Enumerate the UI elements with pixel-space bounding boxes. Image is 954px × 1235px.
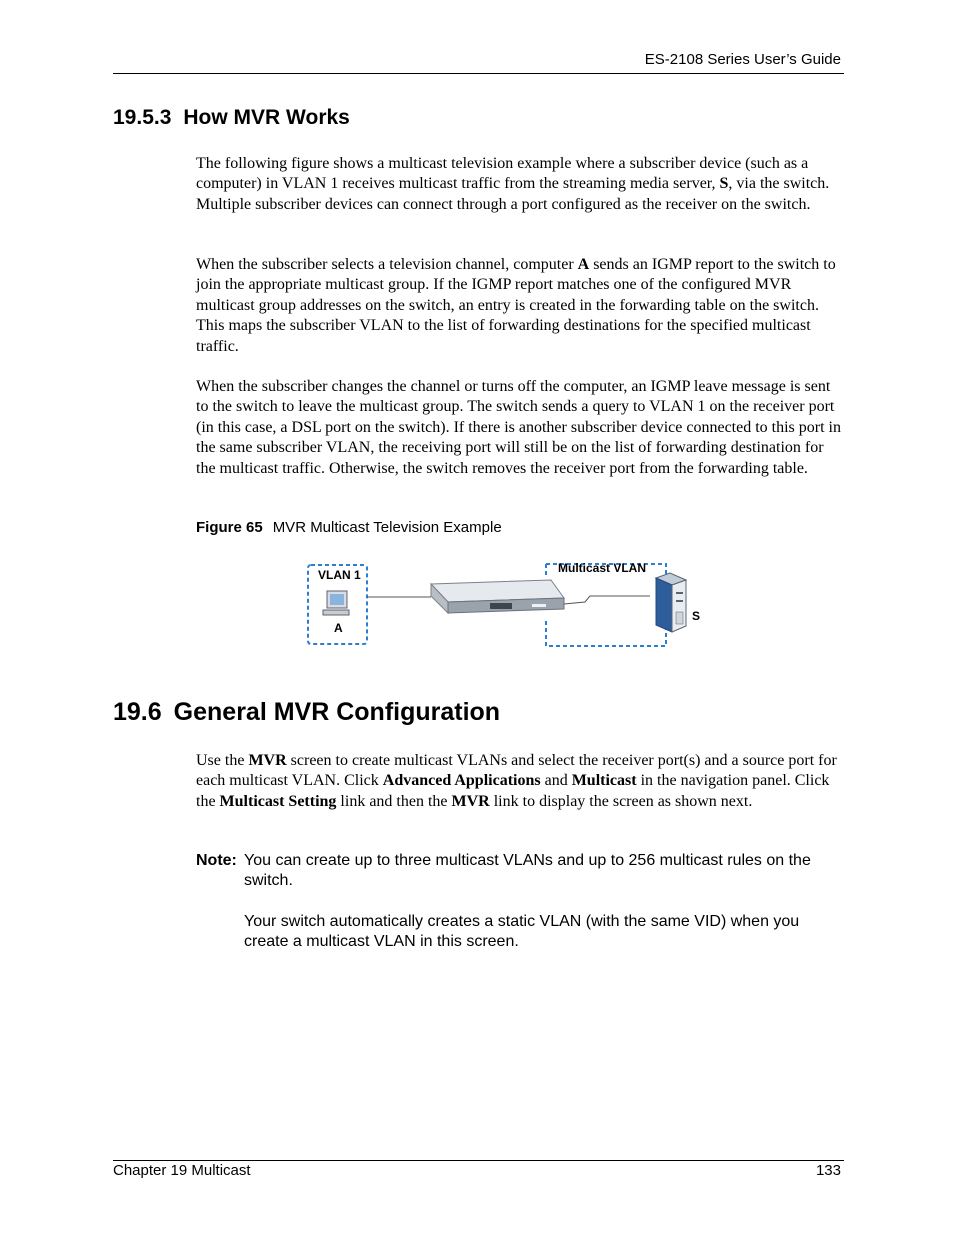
text-run: in the navigation panel. Click the xyxy=(196,772,830,810)
mvr-diagram xyxy=(300,552,700,652)
bold-term: S xyxy=(719,175,729,193)
computer-icon xyxy=(323,591,349,615)
page-number: 133 xyxy=(815,1162,841,1179)
bold-term: Multicast xyxy=(571,772,637,790)
mvr-figure xyxy=(300,552,700,652)
figure-number: Figure 65 xyxy=(196,519,263,536)
note-block xyxy=(196,851,842,953)
paragraph xyxy=(196,154,842,215)
note-body xyxy=(244,851,842,953)
computer-label: A xyxy=(334,621,343,635)
note-text: Your switch automatically creates a static VLAN (with the same VID) when you create a multicast VLAN in this screen. xyxy=(244,912,800,951)
paragraph xyxy=(196,255,842,357)
text-run: link and then the xyxy=(336,792,452,810)
section-title: How MVR Works xyxy=(183,106,350,129)
link-line xyxy=(564,596,650,604)
server-icon xyxy=(656,573,686,632)
figure-caption xyxy=(196,519,502,536)
vlan1-label: VLAN 1 xyxy=(318,568,361,582)
text-run: The following figure shows a multicast television example where a subscriber device (such as a computer) in VLAN 1 receives multicast traffic from the streaming media server, xyxy=(196,155,809,193)
text-run: , via the switch. Multiple subscriber devices can connect through a port configured as the receiver on the switch. xyxy=(196,175,830,213)
text-run: and xyxy=(540,772,572,790)
section-title: General MVR Configuration xyxy=(173,698,501,726)
text-run: screen to create multicast VLANs and select the receiver port(s) and a source port for each multicast VLAN. Click xyxy=(196,752,837,790)
section-number: 19.6 xyxy=(113,698,162,726)
header-rule xyxy=(113,73,844,74)
figure-title: MVR Multicast Television Example xyxy=(272,519,502,536)
section-number: 19.5.3 xyxy=(113,106,172,129)
header-title: ES-2108 Series User’s Guide xyxy=(644,51,841,68)
bold-term: Multicast Setting xyxy=(219,792,337,810)
note-label: Note: xyxy=(196,852,237,869)
text-run: Use the xyxy=(196,752,249,769)
text-run: When the subscriber changes the channel or turns off the computer, an IGMP leave message is sent to the switch to leave the multicast group. The switch sends a query to VLAN 1 on the receiver port (in this case, a DSL port on the switch). If there is another subscriber device connected to this port in the same subscriber VLAN, the receiving port will still be on the list of forwarding destination for the multicast traffic. Otherwise, the switch removes the receiver port from the forwarding table. xyxy=(196,378,841,477)
paragraph xyxy=(196,377,842,479)
text-run: When the subscriber selects a television channel, computer xyxy=(196,256,578,273)
section-heading-19-5-3 xyxy=(113,106,350,130)
note-text: You can create up to three multicast VLANs and up to 256 multicast rules on the switch. xyxy=(244,852,811,890)
section-heading-19-6 xyxy=(113,698,500,727)
bold-term: MVR xyxy=(248,752,287,769)
switch-icon xyxy=(431,580,564,613)
footer-chapter: Chapter 19 Multicast xyxy=(113,1162,251,1179)
text-run: link to display the screen as shown next. xyxy=(489,792,753,810)
footer-rule xyxy=(113,1160,844,1161)
bold-term: Advanced Applications xyxy=(382,772,541,790)
text-run: sends an IGMP report to the switch to join the appropriate multicast group. If the IGMP report matches one of the configured MVR multicast group addresses on the switch, an entry is created in the forwarding table on the switch. This maps the subscriber VLAN to the list of forwarding destinations for the specified multicast traffic. xyxy=(196,256,836,355)
multicast-vlan-label: Multicast VLAN xyxy=(558,561,647,575)
paragraph xyxy=(196,751,842,812)
bold-term: A xyxy=(577,256,590,273)
server-label: S xyxy=(692,609,700,623)
bold-term: MVR xyxy=(451,792,490,810)
